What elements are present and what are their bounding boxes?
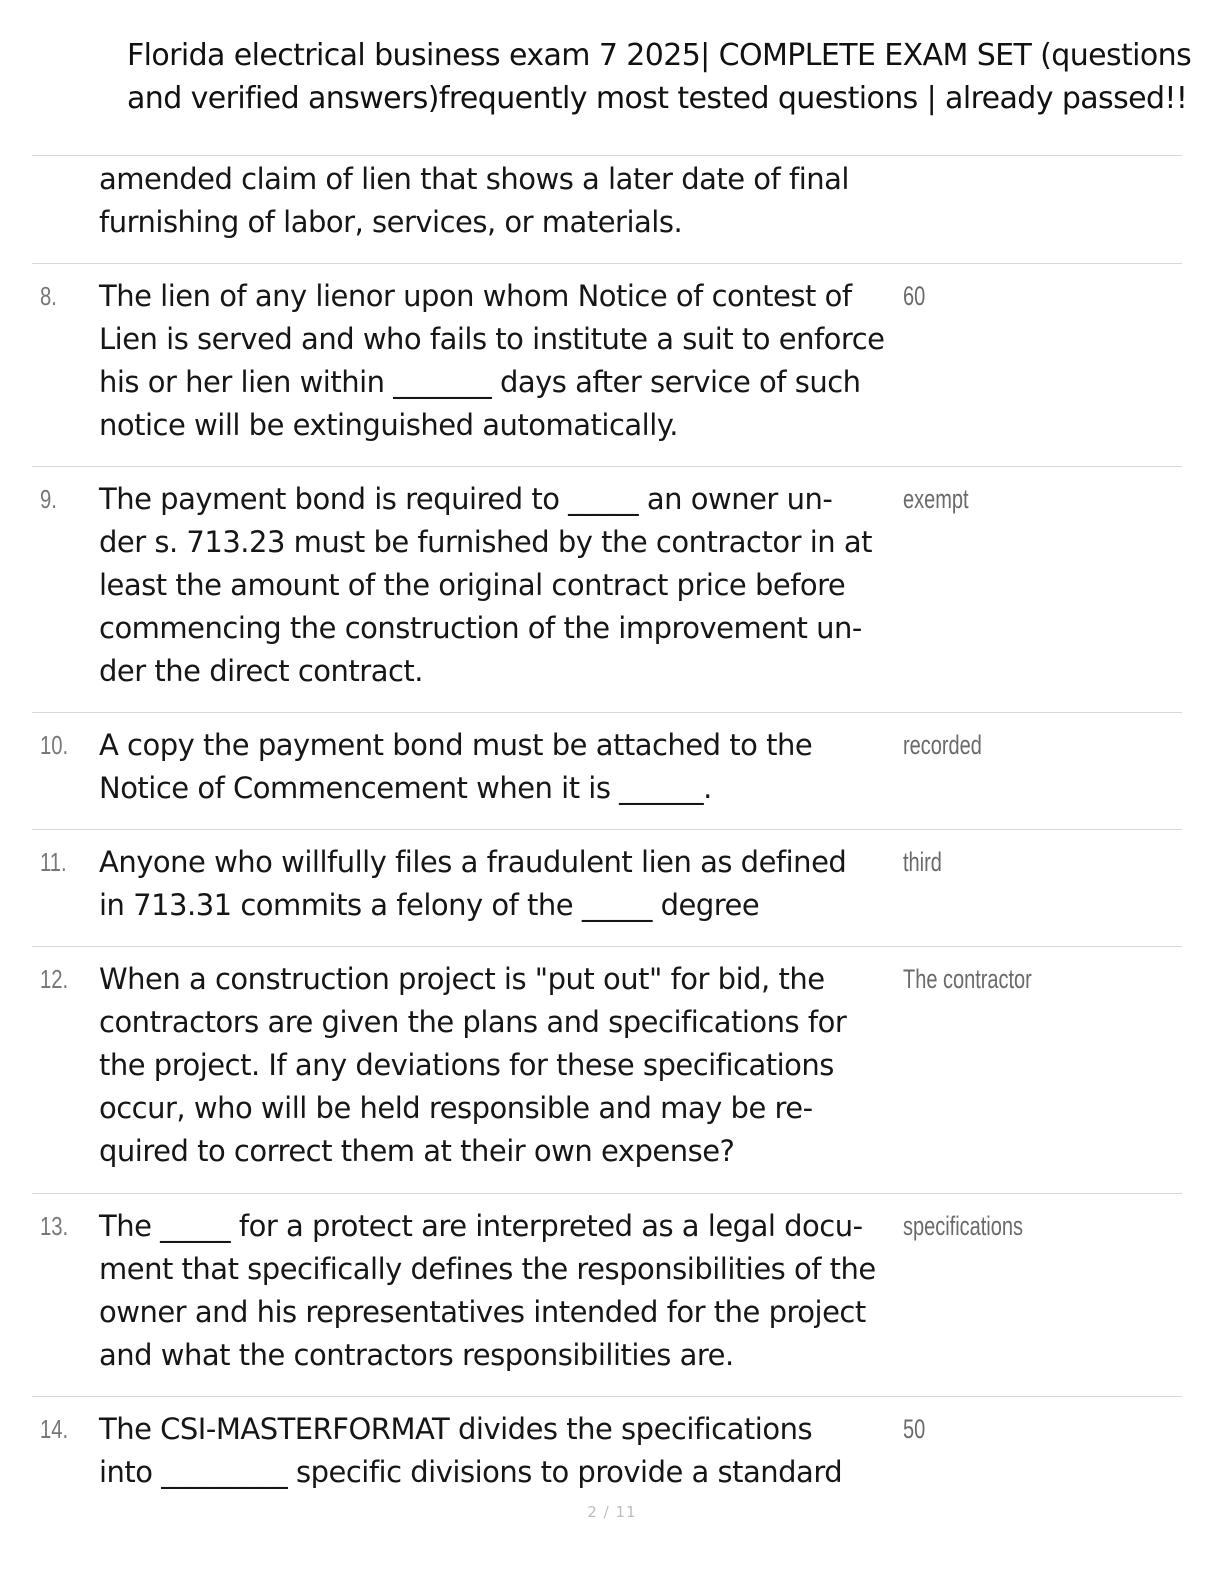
question-text: A copy the payment bond must be attached to the Notice of Commencement when it is ______. xyxy=(99,728,813,805)
divider xyxy=(32,1193,1182,1194)
answer-text: specifications xyxy=(903,1211,1023,1241)
divider xyxy=(32,829,1182,830)
title-line-2: and verified answers)frequently most tested questions | already passed!! xyxy=(127,81,1188,116)
divider xyxy=(32,712,1182,713)
question-text: The CSI-MASTERFORMAT divides the specifications into _________ specific divisions to provide a standard xyxy=(99,1412,843,1489)
answer-text: exempt xyxy=(903,484,969,514)
answer-text: third xyxy=(903,847,942,877)
continuation-text: amended claim of lien that shows a later date of final furnishing of labor, services, or materials. xyxy=(99,162,849,239)
question-number: 11. xyxy=(40,847,67,877)
page-number: 2 / 11 xyxy=(587,1503,637,1521)
question-number: 8. xyxy=(40,281,57,311)
divider xyxy=(32,155,1182,156)
answer-text: The contractor xyxy=(903,964,1032,994)
question-text: The payment bond is required to _____ an owner un- der s. 713.23 must be furnished by the contractor in at least the amount of the original contract price before commencing the construction of the improvement un- der the direct contract. xyxy=(99,482,873,688)
question-number: 10. xyxy=(40,730,69,760)
divider xyxy=(32,1396,1182,1397)
answer-text: recorded xyxy=(903,730,982,760)
question-number: 13. xyxy=(40,1211,69,1241)
divider xyxy=(32,263,1182,264)
question-text: The _____ for a protect are interpreted as a legal docu- ment that specifically defines the responsibilities of the owner and his representatives intended for the project and what the contractors responsibilities are. xyxy=(99,1209,876,1372)
divider xyxy=(32,466,1182,467)
question-number: 9. xyxy=(40,484,57,514)
question-number: 12. xyxy=(40,964,69,994)
question-number: 14. xyxy=(40,1414,69,1444)
question-text: The lien of any lienor upon whom Notice of contest of Lien is served and who fails to institute a suit to enforce his or her lien within _______ days after service of such notice will be extinguished automatically. xyxy=(99,279,885,442)
answer-text: 50 xyxy=(903,1414,926,1444)
question-text: Anyone who willfully files a fraudulent lien as defined in 713.31 commits a felony of the _____ degree xyxy=(99,845,847,922)
title-line-1: Florida electrical business exam 7 2025| COMPLETE EXAM SET (questions xyxy=(127,38,1192,73)
document-title xyxy=(127,34,1217,120)
divider xyxy=(32,946,1182,947)
answer-text: 60 xyxy=(903,281,926,311)
question-text: When a construction project is "put out" for bid, the contractors are given the plans and specifications for the project. If any deviations for these specifications occur, who will be held responsible and may be re- quired to correct them at their own expense? xyxy=(99,962,847,1168)
